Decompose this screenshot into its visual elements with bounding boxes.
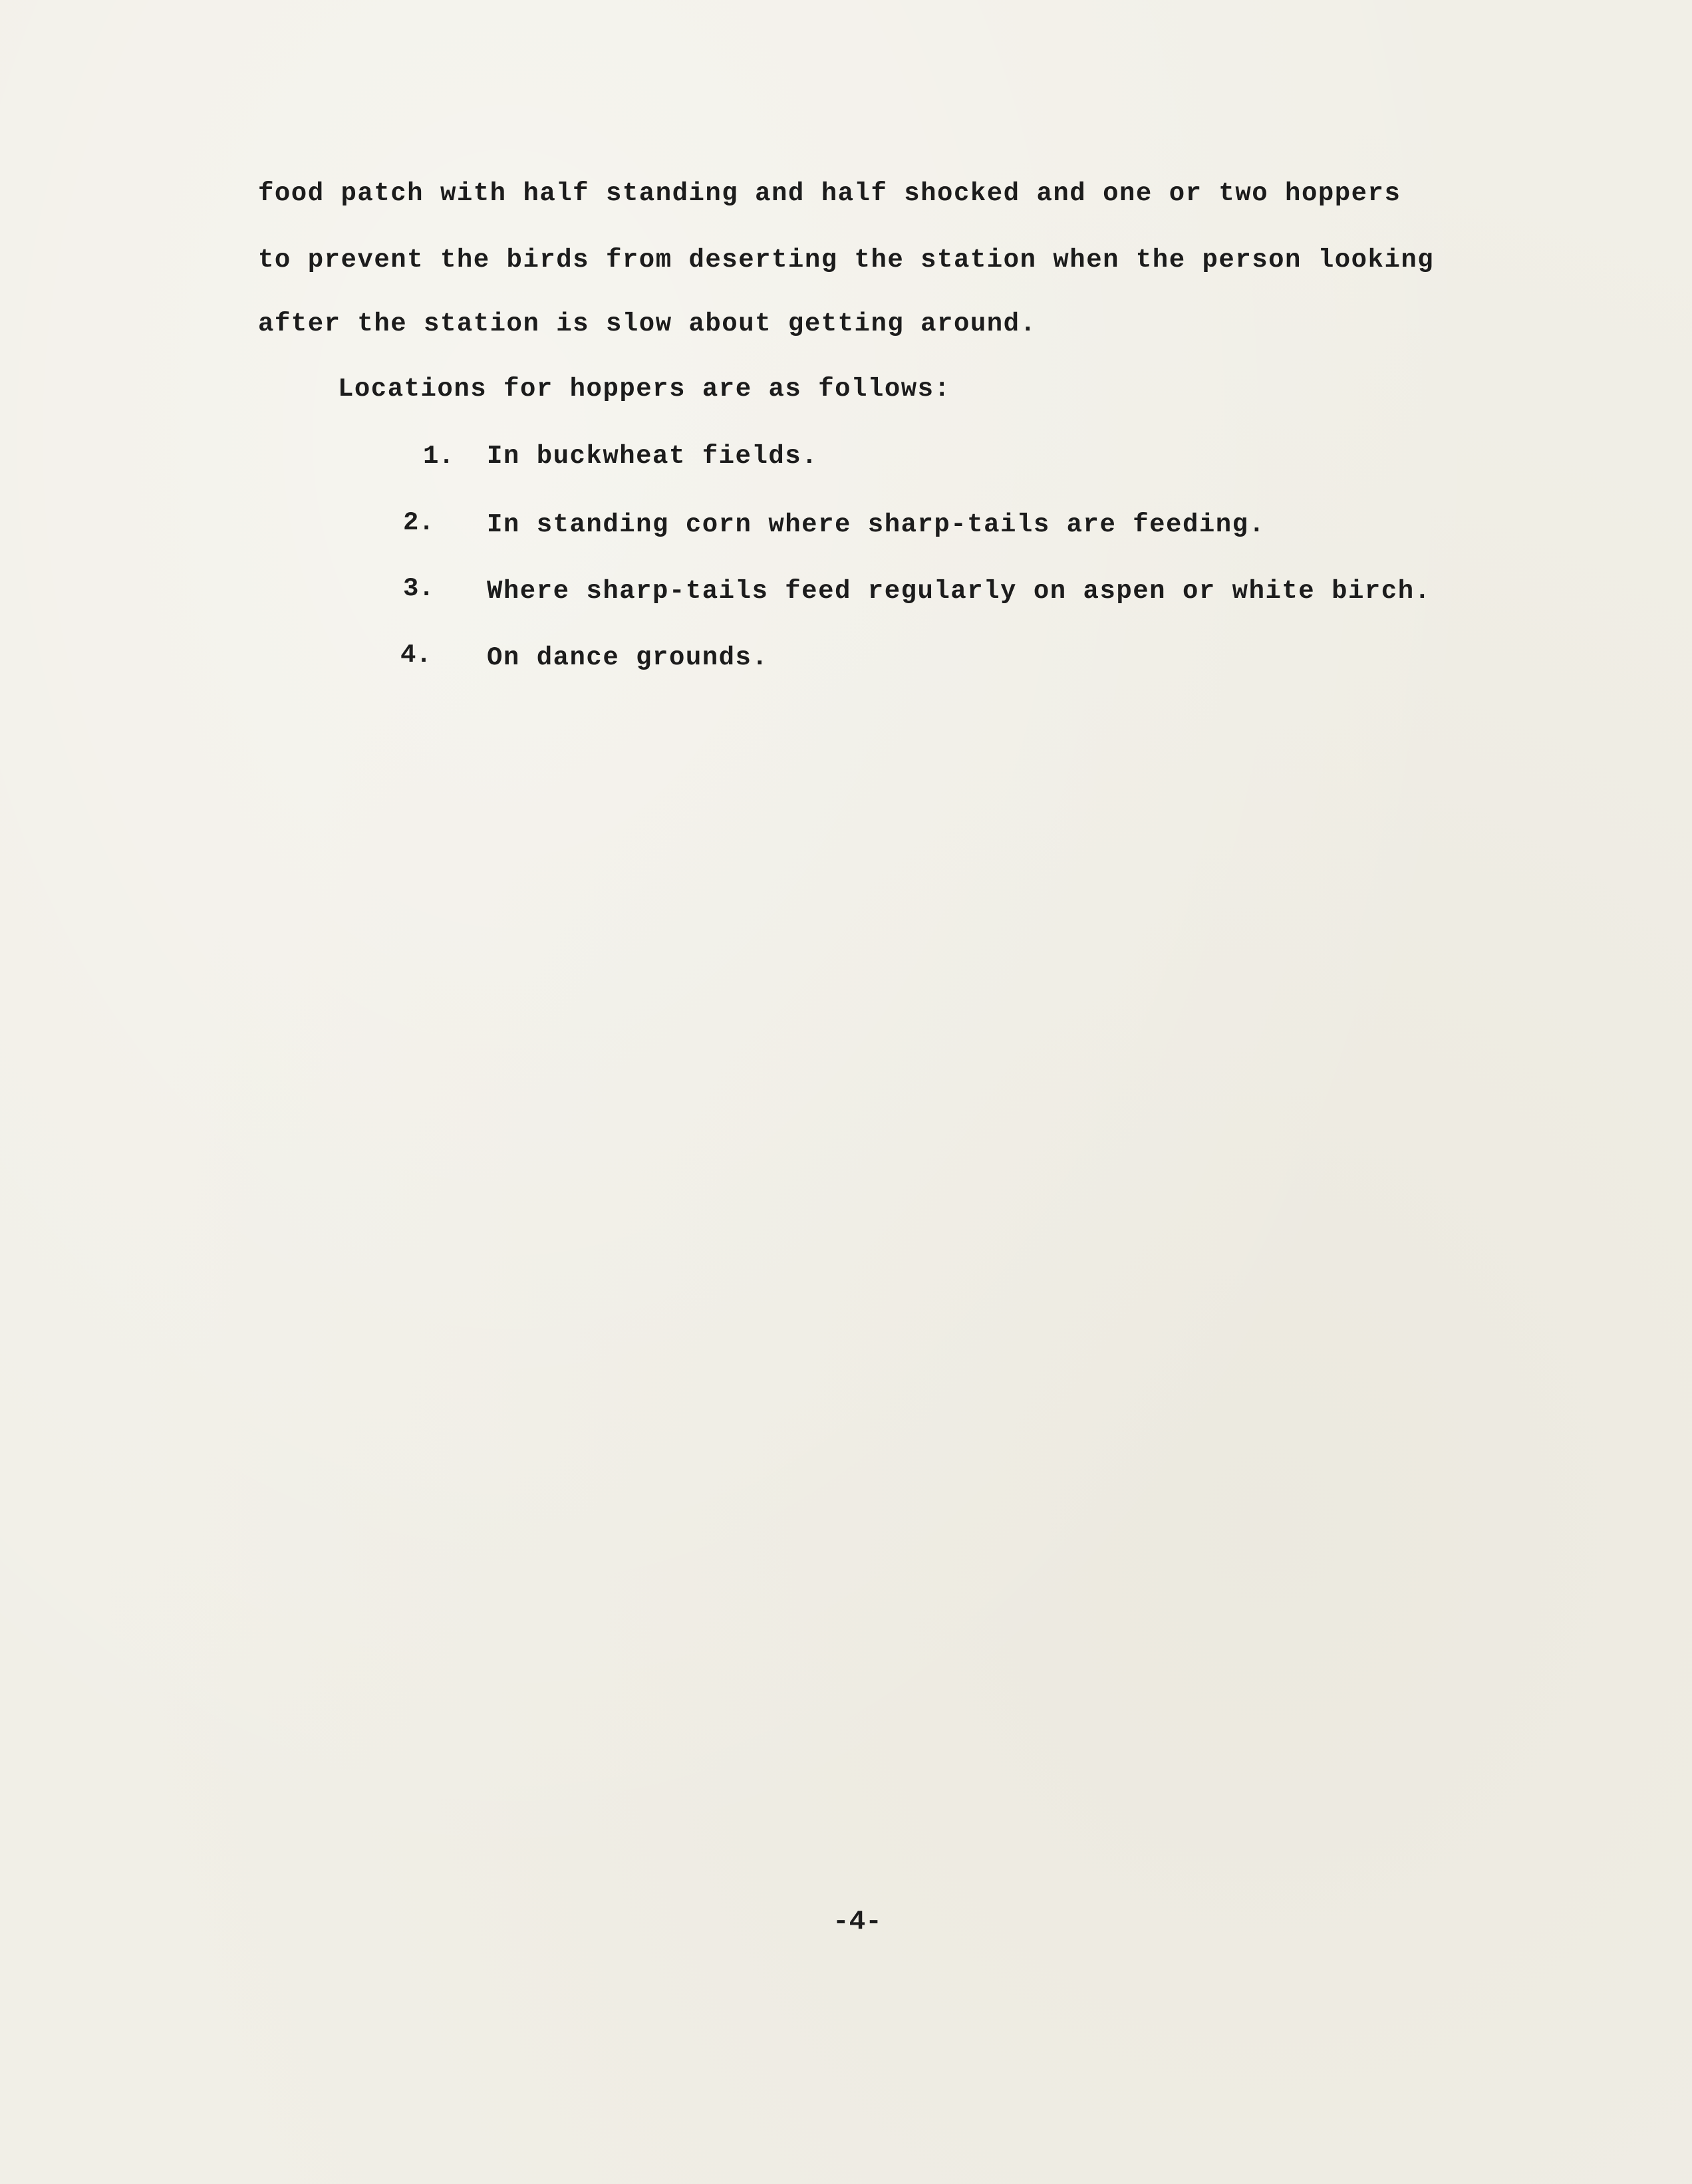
list-item-text: In buckwheat fields. <box>487 442 819 471</box>
list-intro: Locations for hoppers are as follows: <box>338 374 951 404</box>
paragraph-line-1: food patch with half standing and half shocked and one or two hoppers <box>258 179 1401 208</box>
page-number: -4- <box>833 1907 882 1937</box>
list-item-number: 4. <box>400 640 432 670</box>
list-item-text: Where sharp-tails feed regularly on aspen or white birch. <box>487 577 1431 606</box>
list-item-number: 1. <box>423 442 454 471</box>
paragraph-line-3: after the station is slow about getting around. <box>258 309 1037 339</box>
list-item-number: 2. <box>403 508 434 537</box>
list-item-number: 3. <box>403 574 434 603</box>
paragraph-line-2: to prevent the birds from deserting the station when the person looking <box>258 245 1435 275</box>
list-item-text: On dance grounds. <box>487 643 769 672</box>
list-item-text: In standing corn where sharp-tails are feeding. <box>487 510 1266 539</box>
